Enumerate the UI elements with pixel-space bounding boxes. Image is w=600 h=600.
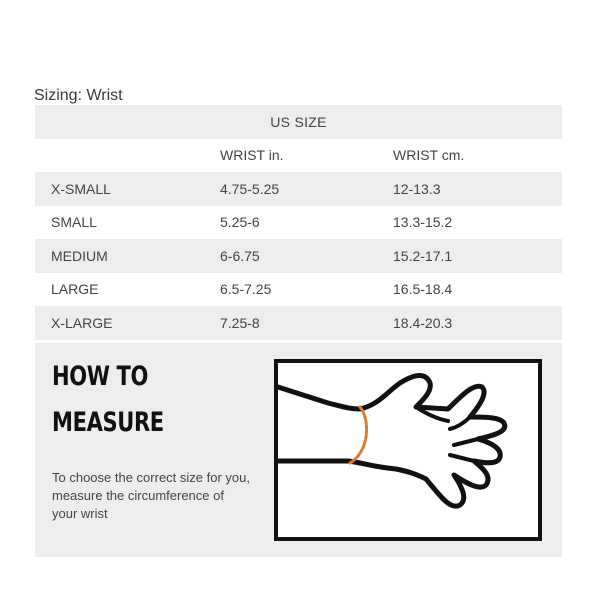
wrist-cm-value: 12-13.3 bbox=[393, 180, 441, 197]
wrist-cm-value: 13.3-15.2 bbox=[393, 214, 453, 231]
wrist-in-value: 4.75-5.25 bbox=[220, 180, 280, 197]
table-row bbox=[35, 273, 562, 307]
size-label: LARGE bbox=[51, 281, 99, 298]
table-row bbox=[35, 206, 562, 240]
wrist-in-value: 5.25-6 bbox=[220, 214, 260, 231]
us-size-header: US SIZE bbox=[270, 113, 327, 130]
table-column-header bbox=[35, 139, 562, 173]
size-table bbox=[35, 105, 562, 340]
size-label: X-SMALL bbox=[51, 180, 111, 197]
wrist-in-header: WRIST in. bbox=[220, 147, 284, 164]
wrist-cm-header: WRIST cm. bbox=[393, 147, 465, 164]
size-label: X-LARGE bbox=[51, 314, 113, 331]
wrist-cm-value: 15.2-17.1 bbox=[393, 247, 453, 264]
how-to-description: To choose the correct size for you, measure the circumference of your wrist bbox=[52, 470, 250, 521]
hand-illustration-frame bbox=[274, 359, 542, 541]
wrist-in-value: 6-6.75 bbox=[220, 247, 260, 264]
size-label: SMALL bbox=[51, 214, 97, 231]
hand-outline-icon bbox=[278, 363, 538, 537]
wrist-in-value: 6.5-7.25 bbox=[220, 281, 272, 298]
size-label: MEDIUM bbox=[51, 247, 108, 264]
table-row bbox=[35, 239, 562, 273]
how-to-title-line1: HOW TO bbox=[52, 361, 149, 392]
table-group-header bbox=[35, 105, 562, 139]
table-row bbox=[35, 172, 562, 206]
sizing-title: Sizing: Wrist bbox=[34, 87, 123, 104]
how-to-title-line2: MEASURE bbox=[52, 407, 164, 438]
wrist-in-value: 7.25-8 bbox=[220, 314, 260, 331]
how-to-measure-panel bbox=[35, 343, 562, 557]
table-row bbox=[35, 306, 562, 340]
wrist-cm-value: 16.5-18.4 bbox=[393, 281, 453, 298]
wrist-cm-value: 18.4-20.3 bbox=[393, 314, 453, 331]
